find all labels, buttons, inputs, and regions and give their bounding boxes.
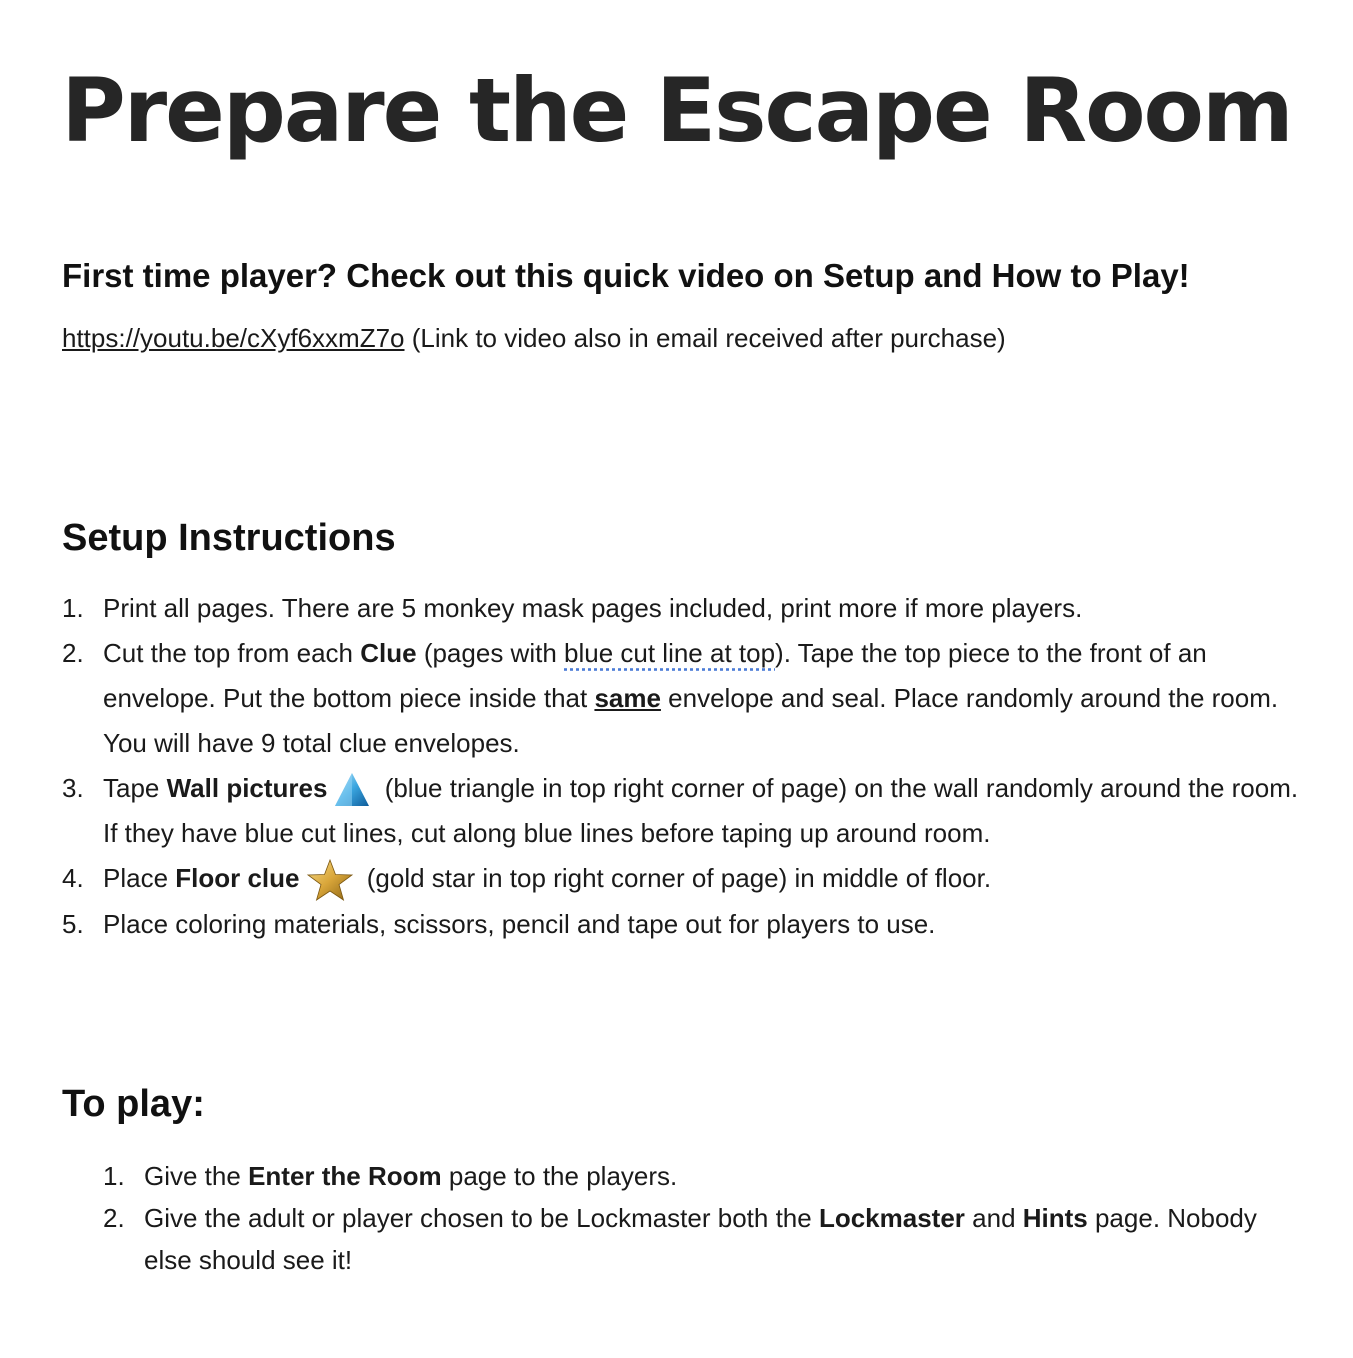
list-item [62, 631, 1312, 766]
step-text: Tape [103, 773, 167, 803]
step-number: 1. [62, 593, 84, 623]
step-text: Cut the top from each [103, 638, 361, 668]
step-text: ). Tape the top piece to the front of an envelope. Put the bottom piece inside that [103, 638, 1207, 713]
setup-steps-list [62, 586, 1312, 947]
first-time-heading: First time player? Check out this quick video on Setup and How to Play! [62, 257, 1190, 294]
same-term: same [594, 683, 661, 713]
page-title: Prepare the Escape Room [61, 59, 1292, 162]
list-item [62, 766, 1312, 856]
list-item [103, 1155, 1303, 1197]
step-text: Print all pages. There are 5 monkey mask pages included, print more if more players. [103, 593, 1083, 623]
step-text: Place [103, 863, 176, 893]
list-item [62, 902, 1312, 947]
setup-heading: Setup Instructions [62, 517, 396, 559]
blue-triangle-icon [333, 772, 371, 808]
play-steps-list [103, 1155, 1303, 1281]
to-play-heading: To play: [62, 1083, 205, 1125]
step-number: 5. [62, 909, 84, 940]
blue-cut-line-phrase: blue cut line at top [564, 638, 776, 668]
video-link-line [62, 322, 1006, 356]
clue-term: Clue [360, 638, 417, 668]
list-item [103, 1197, 1303, 1281]
step-text: (gold star in top right corner of page) in middle of floor. [359, 863, 992, 893]
step-number: 2. [103, 1203, 125, 1233]
list-item [62, 856, 1312, 902]
step-text: envelope and seal. Place randomly around the room. You will have 9 total clue envelopes. [103, 683, 1279, 758]
step-text: Place coloring materials, scissors, pencil and tape out for players to use. [103, 909, 936, 940]
video-link-note: (Link to video also in email received after purchase) [411, 323, 1006, 353]
step-text: Give the adult or player chosen to be Lockmaster both the [144, 1203, 819, 1233]
video-link[interactable]: https://youtu.be/cXyf6xxmZ7o [62, 323, 405, 353]
step-text: page. Nobody else should see it! [144, 1203, 1257, 1275]
enter-room-term: Enter the Room [248, 1161, 442, 1191]
step-text: page to the players. [441, 1161, 678, 1191]
lockmaster-term: Lockmaster [818, 1203, 965, 1233]
gold-star-icon [306, 858, 354, 902]
step-number: 1. [103, 1161, 125, 1191]
hints-term: Hints [1022, 1203, 1088, 1233]
step-text: (blue triangle in top right corner of page) on the wall randomly around the room. If they have blue cut lines, cut along blue lines before taping up around room. [103, 773, 1299, 848]
step-number: 4. [62, 863, 84, 893]
floor-clue-term: Floor clue [175, 863, 300, 893]
step-text: Give the [144, 1161, 249, 1191]
wall-pictures-term: Wall pictures [166, 773, 328, 803]
step-text: and [964, 1203, 1023, 1233]
list-item [62, 586, 1312, 631]
step-text: (pages with [416, 638, 564, 668]
step-number: 2. [62, 638, 84, 668]
step-number: 3. [62, 773, 84, 803]
